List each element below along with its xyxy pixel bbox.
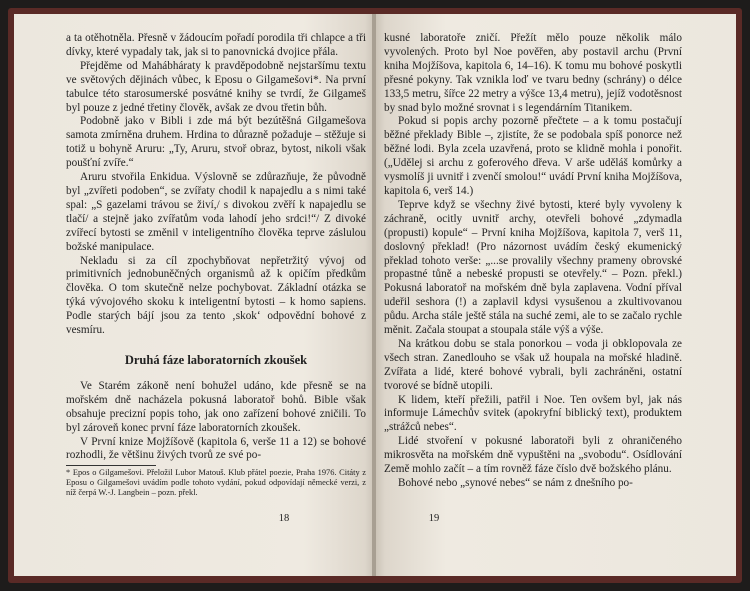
paragraph: Bohové nebo „synové nebes“ se nám z dnešního po- [398, 477, 633, 489]
left-page-text [66, 32, 366, 463]
page-number: 18 [278, 513, 290, 524]
paragraph: Podobně jako v Bibli i zde má být bezútěšná Gilgamešova samota zmírněna druhem. Hrdina to důrazně požaduje – stěžuje si totiž u bohyně Aruru: „Ty, Aruru, stvoř obraz, bytost, nikoli však poušťní zvíře.“ [66, 115, 366, 170]
book-gutter [372, 14, 376, 576]
open-book [8, 8, 742, 583]
paragraph: Ve Starém zákoně není bohužel udáno, kde přesně se na mořském dně nacházela pokusná laboratoř bohů. Bible však obsahuje precizní popis toho, jak ono zařízení bohové zničili. To byl zároveň konec první fáze laboratorních zkoušek. [66, 379, 366, 434]
paragraph: kusné laboratoře zničí. Přežít mělo pouze několik málo vyvolených. Proto byl Noe pověřen, aby postavil archu (První kniha Mojžíšova, kapitola 6, 14–16). K tomu mu bohové poskytli přesné pokyny. Tak vznikla loď ve tvaru bedny (schrány) o délce 133,5 metru, šířce 22 metry a výšce 13,4 metru), jejíž vodotěsnost by snad bylo možné srovnat i s legendárním Titanikem. [384, 32, 682, 114]
right-page-text [384, 32, 682, 491]
paragraph: Nekladu si za cíl zpochybňovat nepřetržitý vývoj od primitivních jednobuněčných organismů až k opičím předkům člověka. O tom skutečně nelze pochybovat. Základní otázka se týká vývojového skoku k inteligentní bytosti – k homo sapiens. Podle starých bájí jsou za tento ‚skok‘ odpovědní bohové z vesmíru. [66, 254, 366, 337]
paragraph: Na krátkou dobu se stala ponorkou – voda ji obklopovala ze všech stran. Zanedlouho se však už houpala na mořské hladině. Zvířata a lidé, které bohové vybrali, byli zachráněni, ostatní tvorové se bídně utopili. [384, 337, 682, 392]
paragraph: V První knize Mojžíšově (kapitola 6, verše 11 a 12) se bohové rozhodli, že většinu živých tvorů ze své po- [66, 435, 366, 462]
right-page [374, 14, 736, 576]
page-number: 19 [428, 513, 440, 524]
paragraph: Přejděme od Mahábháraty k pravděpodobně nejstaršímu textu ve světových dějinách vůbec, k Eposu o Gilgamešovi*. Na první tabulce této starosumerské posvátné knihy se tvrdí, že Gilgameš byl pouze z jedné třetiny člověk, avšak ze dvou třetin bůh. [66, 59, 366, 114]
paragraph: a ta otěhotněla. Přesně v žádoucím pořadí porodila tři chlapce a tři dívky, které vypadaly tak, jak si to panovnická dvojice přála. [66, 32, 366, 58]
paragraph: Pokud si popis archy pozorně přečtete – a k tomu postačují běžné překlady Bible –, zjistíte, že se podobala spíš ponorce než běžné lodi. Byla zcela uzavřená, proto se klidně mohla i ponořit. („Udělej si archu z goferového dřeva. V arše uděláš komůrky a vysmolíš ji uvnitř i zvenčí smolou!“ uvádí První kniha Mojžíšova, kapitola 6, verš 14.) [384, 115, 682, 197]
footnote [66, 468, 366, 498]
footnote-divider [66, 465, 156, 466]
paragraph: Teprve když se všechny živé bytosti, které byly vyvoleny k záchraně, ocitly uvnitř archy, otevřeli bohové „zdymadla (propusti) kopule“ – První kniha Mojžíšova, kapitola 7, verš 11, doslovný překlad! (Pro názornost uvádím český ekumenický překlad tohoto verše: „...se provalily všechny prameny obrovské propastné tůně a nebeské propusti se otevřely.“ – Pozn. překl.) Pokusná laboratoř na mořském dně byla zaplavena. Vodní příval udeřil seshora (!) a zaplavil kdysi vysušenou a zkultivovanou půdu. Archa stále ještě stála na suché zemi, ale to se začalo rychle měnit. Začala stoupat a stoupala stále výš a výše. [384, 198, 682, 337]
paragraph: Lidé stvoření v pokusné laboratoři byli z ohraničeného mikrosvěta na mořském dně vypuštěni na „svobodu“. Osídlování Země mohlo začít – a tím rovněž fáze číslo dvě božského plánu. [384, 435, 682, 476]
paragraph: Aruru stvořila Enkidua. Výslovně se zdůrazňuje, že původně byl „zvířeti podoben“, se zvířaty chodil k napajedlu a s nimi také spal: „S gazelami trávou se živí,/ s divokou zvěří k napajedlu se tlačí/ a stejně jako zvířatům voda lahodí jeho srdci!“/ Z divoké zvířecí bytosti se změnil v inteligentního člověka teprve záslulou božské manipulace. [66, 171, 366, 253]
left-page [14, 14, 376, 576]
footnote-text: * Epos o Gilgamešovi. Přeložil Lubor Matouš. Klub přátel poezie, Praha 1976. Citáty z Eposu o Gilgamešovi uvádím podle tohoto vydání, pokud odpovídají německé verzi, z níž čerpá W.-J. Langbein – pozn. překl. [66, 468, 366, 498]
section-title: Druhá fáze laboratorních zkoušek [124, 352, 308, 367]
paragraph: K lidem, kteří přežili, patřil i Noe. Ten ovšem byl, jak nás informuje Lámechův svitek (apokryfní biblický text), produktem „strážců nebes“. [384, 393, 682, 434]
